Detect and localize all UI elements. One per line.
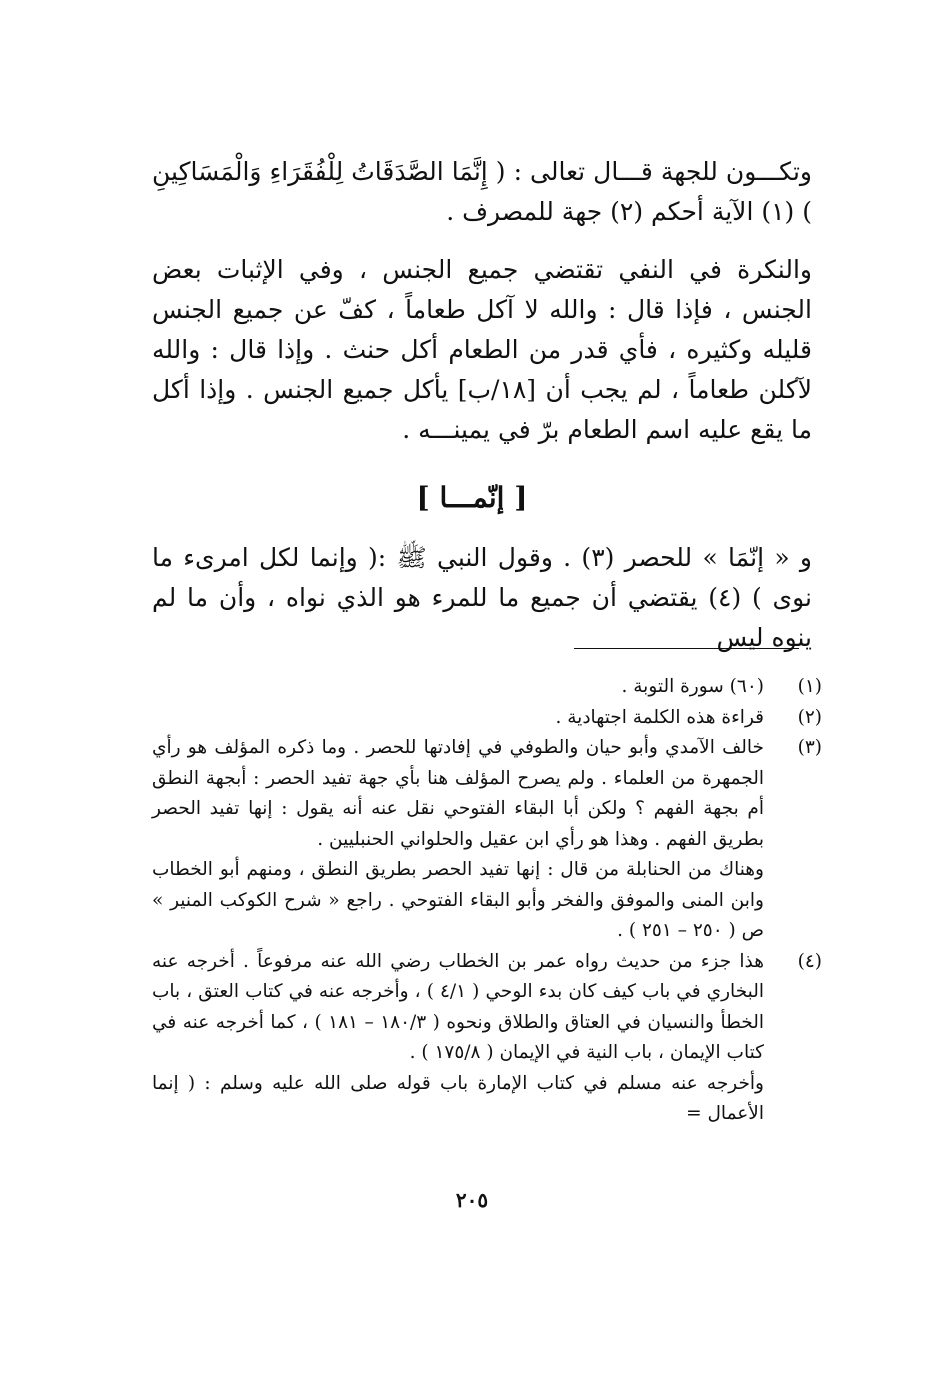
page-number: ٢٠٥ <box>455 1188 489 1212</box>
body-paragraph: و « إنّمَا » للحصر (٣) . وقول النبي ﷺ :( وإنما لكل امرىء ما نوى ) (٤) يقتضي أن جميع ما للمرء هو الذي نواه ، وأن ما لم ينوه ليس <box>152 543 812 652</box>
body-paragraph: وتكـــون للجهة قـــال تعالى : ( إِنَّمَا الصَّدَقَاتُ لِلْفُقَرَاءِ وَالْمَسَاكِينِ ) (١) الآية أحكم (٢) جهة للمصرف . <box>152 157 812 226</box>
body-paragraph: والنكرة في النفي تقتضي جميع الجنس ، وفي الإثبات بعض الجنس ، فإذا قال : والله لا آكل طعاماً ، كفّ عن جميع الجنس قليله وكثيره ، فأي قدر من الطعام أكل حنث . وإذا قال : والله لآكلن طعاماً ، لم يجب أن [١٨/ب] يأكل جميع الجنس . وإذا أكل ما يقع عليه اسم الطعام برّ في يمينـــه . <box>152 255 812 444</box>
footnote-number: (١) <box>797 676 822 697</box>
footnote <box>152 703 822 734</box>
footnote-number: (٣) <box>797 737 822 758</box>
footnotes <box>152 672 822 1130</box>
footnote-text: وهناك من الحنابلة من قال : إنها تفيد الحصر بطريق النطق ، ومنهم أبو الخطاب وابن المنى والموفق والفخر وأبو البقاء الفتوحي . راجع « شرح الكوكب المنير » ص ( ٢٥٠ – ٢٥١ ) . <box>152 859 764 941</box>
footnote-text: قراءة هذه الكلمة اجتهادية . <box>555 706 764 728</box>
footnote <box>152 947 822 1130</box>
footnote-separator <box>574 648 799 649</box>
footnote <box>152 672 822 703</box>
footnote <box>152 733 822 947</box>
footnote-text: خالف الآمدي وأبو حيان والطوفي في إفادتها للحصر . وما ذكره المؤلف هو رأي الجمهرة من العلماء . ولم يصرح المؤلف هنا بأي جهة تفيد الحصر : أبجهة النطق أم بجهة الفهم ؟ ولكن أبا البقاء الفتوحي نقل عنه أنه يقول : إنها تفيد الحصر بطريق الفهم . وهذا هو رأي ابن عقيل والحلواني الحنبليين . <box>152 737 764 850</box>
section-heading: [ إنّمـــا ] <box>416 481 528 514</box>
footnote-number: (٤) <box>797 950 822 972</box>
footnote-text: وأخرجه عنه مسلم في كتاب الإمارة باب قوله صلى الله عليه وسلم : ( إنما الأعمال = <box>152 1072 764 1124</box>
footnote-text: هذا جزء من حديث رواه عمر بن الخطاب رضي الله عنه مرفوعاً . أخرجه عنه البخاري في باب كيف كان بدء الوحي ( ٤/١ ) ، وأخرجه عنه في كتاب العتق ، باب الخطأ والنسيان في العتاق والطلاق ونحوه ( ١٨٠/٣ – ١٨١ ) ، كما أخرجه عنه في كتاب الإيمان ، باب النية في الإيمان ( ١٧٥/٨ ) . <box>152 950 764 1063</box>
footnote-number: (٢) <box>797 706 822 728</box>
footnote-text: (٦٠) سورة التوبة . <box>621 676 764 697</box>
